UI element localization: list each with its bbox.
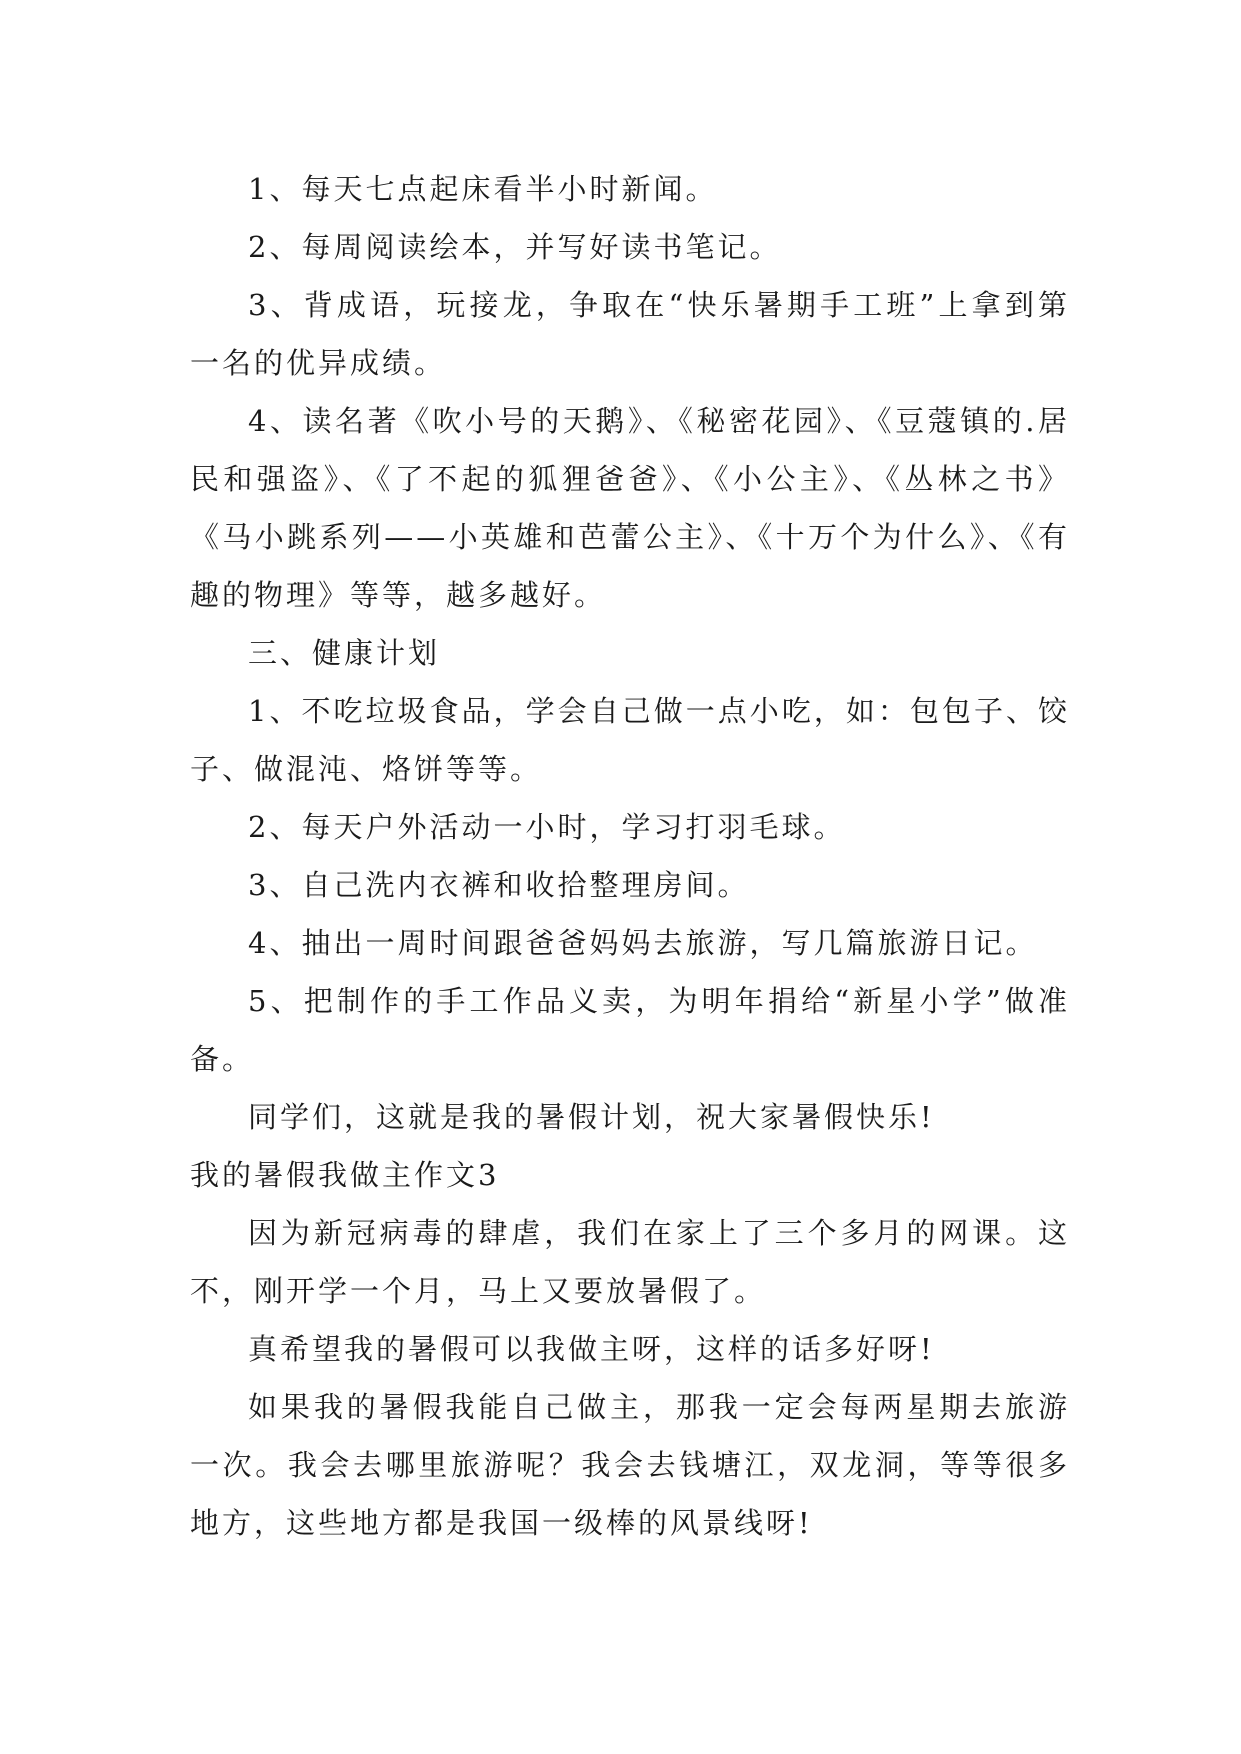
essay-paragraph-1: 因为新冠病毒的肆虐，我们在家上了三个多月的网课。这不，刚开学一个月，马上又要放暑假了。 xyxy=(190,1216,1070,1308)
paragraph-item-2: 2、每周阅读绘本，并写好读书笔记。 xyxy=(248,230,782,264)
closing-paragraph: 同学们，这就是我的暑假计划，祝大家暑假快乐! xyxy=(248,1100,935,1134)
document-body xyxy=(190,160,1070,1552)
paragraph-health-3: 3、自己洗内衣裤和收拾整理房间。 xyxy=(248,868,750,902)
essay-paragraph-3: 如果我的暑假我能自己做主，那我一定会每两星期去旅游一次。我会去哪里旅游呢？我会去钱塘江，双龙洞，等等很多地方，这些地方都是我国一级棒的风景线呀! xyxy=(190,1390,1070,1540)
paragraph-health-2: 2、每天户外活动一小时，学习打羽毛球。 xyxy=(248,810,846,844)
essay-paragraph-2: 真希望我的暑假可以我做主呀，这样的话多好呀! xyxy=(248,1332,935,1366)
paragraph-item-4: 4、读名著《吹小号的天鹅》、《秘密花园》、《豆蔻镇的.居民和强盗》、《了不起的狐狸爸爸》、《小公主》、《丛林之书》《马小跳系列——小英雄和芭蕾公主》、《十万个为什么》、《有趣的物理》等等，越多越好。 xyxy=(190,404,1070,612)
essay-title: 我的暑假我做主作文3 xyxy=(190,1158,500,1192)
section-heading-health: 三、健康计划 xyxy=(248,636,441,670)
paragraph-health-4: 4、抽出一周时间跟爸爸妈妈去旅游，写几篇旅游日记。 xyxy=(248,926,1038,960)
paragraph-health-5: 5、把制作的手工作品义卖，为明年捐给“新星小学”做准备。 xyxy=(190,984,1070,1076)
paragraph-item-3: 3、背成语，玩接龙，争取在“快乐暑期手工班”上拿到第一名的优异成绩。 xyxy=(190,288,1070,380)
paragraph-item-1: 1、每天七点起床看半小时新闻。 xyxy=(248,172,718,206)
paragraph-health-1: 1、不吃垃圾食品，学会自己做一点小吃，如：包包子、饺子、做混沌、烙饼等等。 xyxy=(190,694,1070,786)
